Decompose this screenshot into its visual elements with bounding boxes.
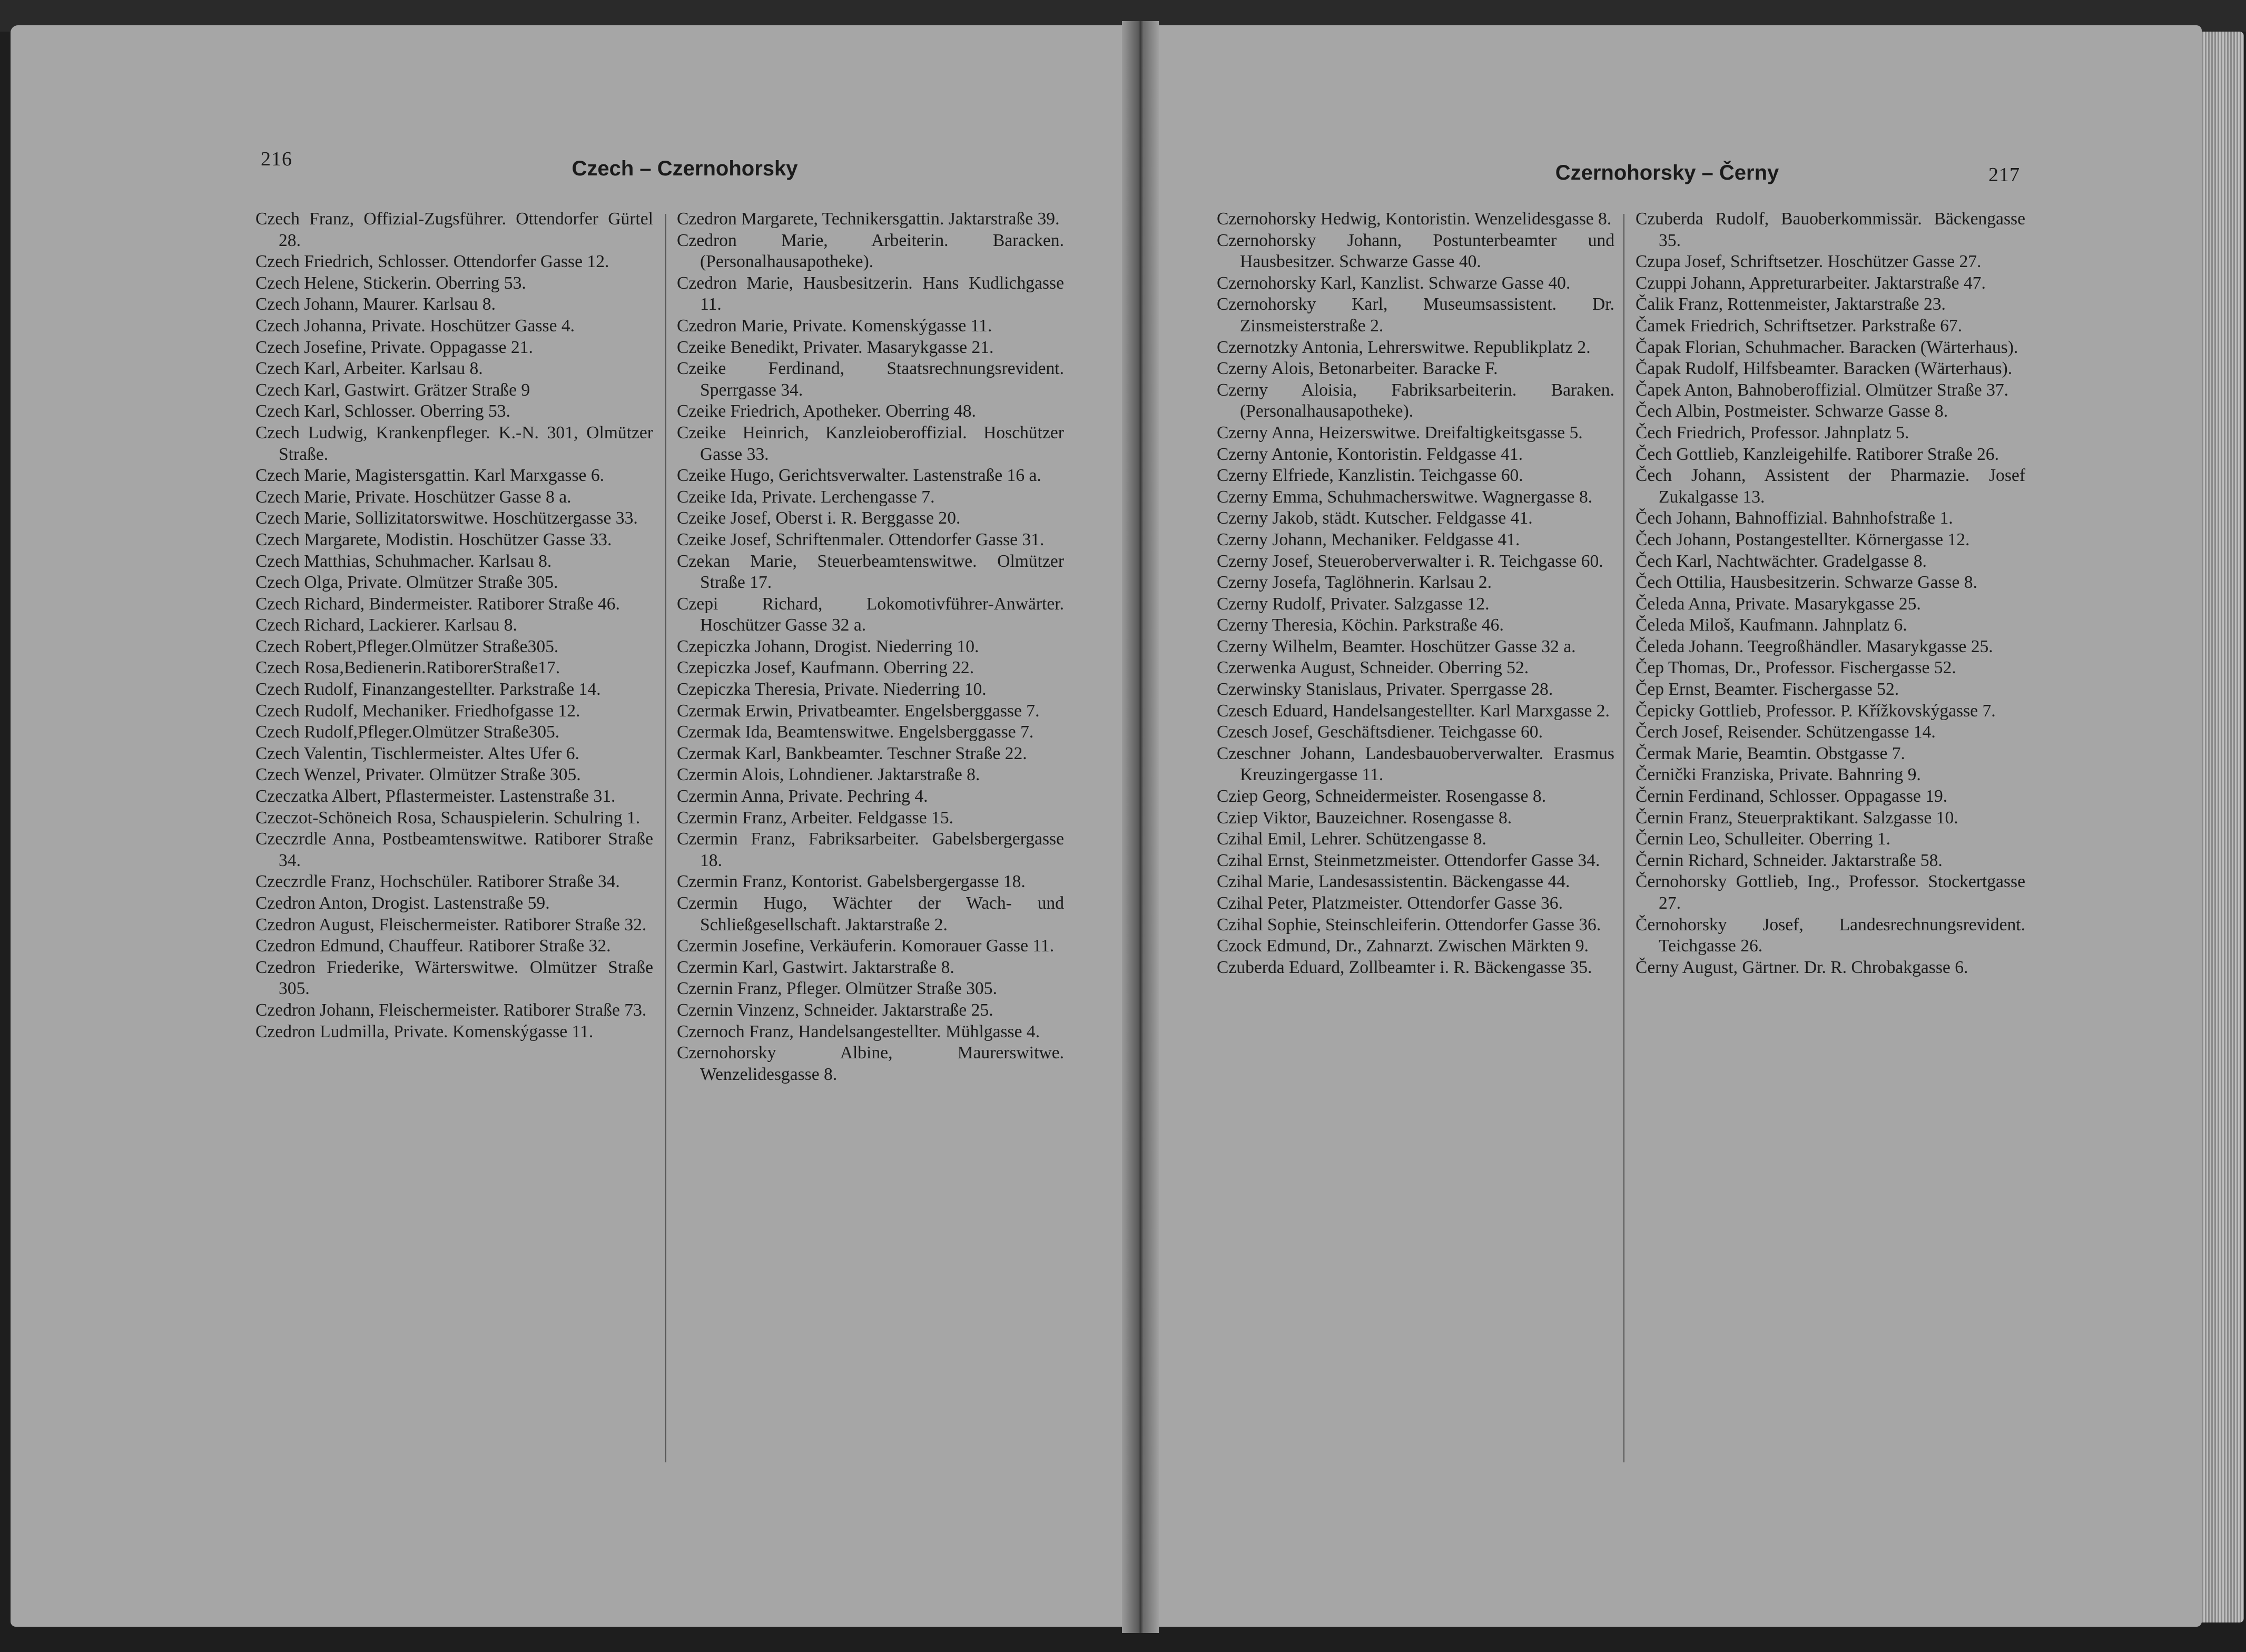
directory-entry: Czermin Franz, Kontorist. Gabelsbergergasse 18. [677, 872, 1026, 892]
directory-entry: Czech Karl, Arbeiter. Karlsau 8. [255, 359, 483, 379]
directory-entry: Czermin Josefine, Verkäuferin. Komorauer Gasse 11. [677, 936, 1055, 956]
directory-entry: Czeczatka Albert, Pflastermeister. Lastenstraße 31. [255, 786, 616, 807]
directory-entry: Czernoch Franz, Handelsangestellter. Mühlgasse 4. [677, 1021, 1040, 1041]
directory-entry: Čech Friedrich, Professor. Jahnplatz 5. [1636, 422, 1909, 442]
directory-entry: Czerny Elfriede, Kanzlistin. Teichgasse 60. [1217, 466, 1523, 486]
directory-entry: Czech Matthias, Schuhmacher. Karlsau 8. [255, 551, 552, 571]
directory-entry: Czech Helene, Stickerin. Oberring 53. [255, 273, 526, 293]
directory-entry: Čapak Florian, Schuhmacher. Baracken (Wärterhaus). [1636, 337, 2018, 357]
directory-entry: Czedron Marie, Hausbesitzerin. Hans Kudlichgasse 11. [677, 273, 1064, 314]
directory-entry: Čeleda Johann. Teegroßhändler. Masarykgasse 25. [1636, 636, 1993, 656]
directory-column-right-2 [1636, 209, 2025, 978]
directory-entry: Czihal Ernst, Steinmetzmeister. Ottendorfer Gasse 34. [1217, 850, 1600, 870]
directory-entry: Čech Karl, Nachtwächter. Gradelgasse 8. [1636, 551, 1927, 571]
directory-entry: Černohorsky Gottlieb, Ing., Professor. Stockertgasse 27. [1636, 872, 2025, 913]
directory-entry: Czeike Benedikt, Privater. Masarykgasse 21. [677, 337, 994, 357]
left-page [11, 25, 1143, 1627]
directory-entry: Čech Ottilia, Hausbesitzerin. Schwarze Gasse 8. [1636, 573, 1977, 593]
directory-column-left-2 [677, 209, 1064, 1085]
directory-entry: Czepiczka Johann, Drogist. Niederring 10. [677, 636, 979, 656]
directory-entry: Černin Richard, Schneider. Jaktarstraße 58. [1636, 850, 1943, 870]
running-head-right: Czernohorsky – Černy [1555, 161, 1779, 184]
directory-entry: Czesch Eduard, Handelsangestellter. Karl Marxgasse 2. [1217, 701, 1610, 721]
directory-entry: Czerny Anna, Heizerswitwe. Dreifaltigkeitsgasse 5. [1217, 422, 1583, 442]
directory-entry: Czech Johann, Maurer. Karlsau 8. [255, 294, 496, 314]
directory-entry: Czerny Wilhelm, Beamter. Hoschützer Gasse 32 a. [1217, 636, 1576, 656]
directory-entry: Čech Gottlieb, Kanzleigehilfe. Ratiborer Straße 26. [1636, 444, 1999, 464]
directory-entry: Czedron Margarete, Technikersgattin. Jaktarstraße 39. [677, 209, 1060, 229]
directory-entry: Czeike Josef, Schriftenmaler. Ottendorfer Gasse 31. [677, 529, 1045, 549]
directory-entry: Czeschner Johann, Landesbauoberverwalter. Erasmus Kreuzingergasse 11. [1217, 743, 1614, 785]
directory-entry: Čepicky Gottlieb, Professor. P. Křížkovskýgasse 7. [1636, 701, 1996, 721]
directory-entry: Czerny Antonie, Kontoristin. Feldgasse 41. [1217, 444, 1523, 464]
directory-entry: Czech Rudolf, Mechaniker. Friedhofgasse 12. [255, 701, 580, 721]
directory-entry: Czeczrdle Franz, Hochschüler. Ratiborer Straße 34. [255, 872, 620, 892]
directory-entry: Černički Franziska, Private. Bahnring 9. [1636, 765, 1921, 785]
directory-entry: Czernohorsky Karl, Museumsassistent. Dr. Zinsmeisterstraße 2. [1217, 294, 1614, 336]
directory-entry: Czeike Josef, Oberst i. R. Berggasse 20. [677, 508, 961, 528]
column-divider-right [1623, 214, 1624, 1462]
directory-entry: Czedron Anton, Drogist. Lastenstraße 59. [255, 893, 550, 913]
directory-entry: Cziep Viktor, Bauzeichner. Rosengasse 8. [1217, 808, 1512, 828]
page-number-right: 217 [1988, 164, 2020, 186]
directory-entry: Czernotzky Antonia, Lehrerswitwe. Republikplatz 2. [1217, 337, 1591, 357]
directory-entry: Czermin Franz, Arbeiter. Feldgasse 15. [677, 808, 954, 828]
directory-entry: Czock Edmund, Dr., Zahnarzt. Zwischen Märkten 9. [1217, 936, 1589, 956]
directory-entry: Czerny Emma, Schuhmacherswitwe. Wagnergasse 8. [1217, 487, 1593, 507]
directory-column-right-1 [1217, 209, 1614, 978]
directory-entry: Czech Ludwig, Krankenpfleger. K.-N. 301, Olmützer Straße. [255, 422, 653, 464]
directory-entry: Čech Johann, Postangestellter. Körnergasse 12. [1636, 529, 1970, 549]
directory-entry: Czermak Erwin, Privatbeamter. Engelsberggasse 7. [677, 701, 1040, 721]
directory-entry: Czeczot-Schöneich Rosa, Schauspielerin. Schulring 1. [255, 808, 641, 828]
column-divider-left [665, 214, 666, 1462]
directory-entry: Czeike Friedrich, Apotheker. Oberring 48. [677, 401, 976, 421]
directory-entry: Czesch Josef, Geschäftsdiener. Teichgasse 60. [1217, 722, 1543, 742]
directory-entry: Czihal Emil, Lehrer. Schützengasse 8. [1217, 829, 1486, 849]
directory-entry: Czupa Josef, Schriftsetzer. Hoschützer Gasse 27. [1636, 252, 1982, 272]
directory-entry: Czuberda Eduard, Zollbeamter i. R. Bäckengasse 35. [1217, 957, 1592, 977]
directory-entry: Čep Ernst, Beamter. Fischergasse 52. [1636, 680, 1899, 700]
directory-entry: Cziep Georg, Schneidermeister. Rosengasse 8. [1217, 786, 1546, 807]
directory-entry: Czepi Richard, Lokomotivführer-Anwärter. Hoschützer Gasse 32 a. [677, 594, 1064, 635]
directory-entry: Czech Friedrich, Schlosser. Ottendorfer Gasse 12. [255, 252, 609, 272]
book-gutter [1122, 21, 1159, 1633]
directory-entry: Czerny Josef, Steueroberverwalter i. R. Teichgasse 60. [1217, 551, 1603, 571]
directory-entry: Czuppi Johann, Appreturarbeiter. Jaktarstraße 47. [1636, 273, 1986, 293]
directory-entry: Čeleda Miloš, Kaufmann. Jahnplatz 6. [1636, 615, 1907, 635]
directory-entry: Czech Franz, Offizial-Zugsführer. Ottendorfer Gürtel 28. [255, 209, 653, 250]
directory-entry: Czeike Ferdinand, Staatsrechnungsrevident. Sperrgasse 34. [677, 359, 1064, 400]
directory-entry: Czihal Sophie, Steinschleiferin. Ottendorfer Gasse 36. [1217, 914, 1601, 935]
directory-entry: Čeleda Anna, Private. Masarykgasse 25. [1636, 594, 1921, 614]
directory-entry: Czermak Karl, Bankbeamter. Teschner Straße 22. [677, 743, 1027, 763]
directory-entry: Czech Richard, Lackierer. Karlsau 8. [255, 615, 517, 635]
running-head-left: Czech – Czernohorsky [572, 157, 798, 180]
directory-entry: Čapak Rudolf, Hilfsbeamter. Baracken (Wärterhaus). [1636, 359, 2013, 379]
directory-column-left-1 [255, 209, 653, 1043]
directory-entry: Czech Olga, Private. Olmützer Straße 305. [255, 573, 558, 593]
directory-entry: Černin Ferdinand, Schlosser. Oppagasse 19. [1636, 786, 1948, 807]
directory-entry: Černin Franz, Steuerpraktikant. Salzgasse 10. [1636, 808, 1958, 828]
directory-entry: Čech Albin, Postmeister. Schwarze Gasse 8. [1636, 401, 1948, 421]
directory-entry: Czernohorsky Karl, Kanzlist. Schwarze Gasse 40. [1217, 273, 1571, 293]
directory-entry: Czerny Jakob, städt. Kutscher. Feldgasse 41. [1217, 508, 1533, 528]
directory-entry: Czerwenka August, Schneider. Oberring 52. [1217, 658, 1529, 678]
directory-entry: Czech Marie, Magistersgattin. Karl Marxgasse 6. [255, 466, 605, 486]
directory-entry: Czermin Anna, Private. Pechring 4. [677, 786, 928, 807]
directory-entry: Čalik Franz, Rottenmeister, Jaktarstraße 23. [1636, 294, 1946, 314]
directory-entry: Czeike Heinrich, Kanzleioberoffizial. Hoschützer Gasse 33. [677, 422, 1064, 464]
directory-entry: Czuberda Rudolf, Bauoberkommissär. Bäckengasse 35. [1636, 209, 2025, 250]
directory-entry: Czerny Aloisia, Fabriksarbeiterin. Baraken. (Personalhausapotheke). [1217, 380, 1614, 421]
directory-entry: Czernohorsky Albine, Maurerswitwe. Wenzelidesgasse 8. [677, 1043, 1064, 1084]
directory-entry: Čapek Anton, Bahnoberoffizial. Olmützer Straße 37. [1636, 380, 2009, 400]
directory-entry: Černin Leo, Schulleiter. Oberring 1. [1636, 829, 1890, 849]
directory-entry: Czihal Peter, Platzmeister. Ottendorfer Gasse 36. [1217, 893, 1563, 913]
directory-entry: Czeczrdle Anna, Postbeamtenswitwe. Ratiborer Straße 34. [255, 829, 653, 870]
directory-entry: Czech Richard, Bindermeister. Ratiborer Straße 46. [255, 594, 620, 614]
directory-entry: Czermin Karl, Gastwirt. Jaktarstraße 8. [677, 957, 954, 977]
directory-entry: Czedron Friederike, Wärterswitwe. Olmützer Straße 305. [255, 957, 653, 999]
directory-entry: Čech Johann, Assistent der Pharmazie. Josef Zukalgasse 13. [1636, 466, 2025, 507]
directory-entry: Czech Wenzel, Privater. Olmützer Straße 305. [255, 765, 581, 785]
directory-entry: Czech Johanna, Private. Hoschützer Gasse 4. [255, 316, 575, 336]
directory-entry: Czihal Marie, Landesassistentin. Bäckengasse 44. [1217, 872, 1570, 892]
directory-entry: Czerny Josefa, Taglöhnerin. Karlsau 2. [1217, 573, 1492, 593]
directory-entry: Czerny Johann, Mechaniker. Feldgasse 41. [1217, 529, 1520, 549]
directory-entry: Čerch Josef, Reisender. Schützengasse 14. [1636, 722, 1936, 742]
directory-entry: Czerny Alois, Betonarbeiter. Baracke F. [1217, 359, 1498, 379]
directory-entry: Czernin Vinzenz, Schneider. Jaktarstraße 25. [677, 1000, 993, 1020]
directory-entry: Czedron Edmund, Chauffeur. Ratiborer Straße 32. [255, 936, 611, 956]
directory-entry: Czermin Franz, Fabriksarbeiter. Gabelsbergergasse 18. [677, 829, 1064, 870]
directory-entry: Czerny Rudolf, Privater. Salzgasse 12. [1217, 594, 1490, 614]
directory-entry: Czedron August, Fleischermeister. Ratiborer Straße 32. [255, 914, 647, 935]
directory-entry: Czerny Theresia, Köchin. Parkstraße 46. [1217, 615, 1504, 635]
directory-entry: Čep Thomas, Dr., Professor. Fischergasse 52. [1636, 658, 1956, 678]
directory-entry: Czermin Alois, Lohndiener. Jaktarstraße 8. [677, 765, 980, 785]
directory-entry: Czech Robert,Pfleger.Olmützer Straße305. [255, 636, 559, 656]
directory-entry: Czernohorsky Johann, Postunterbeamter und Hausbesitzer. Schwarze Gasse 40. [1217, 230, 1614, 272]
directory-entry: Czech Josefine, Private. Oppagasse 21. [255, 337, 533, 357]
directory-entry: Czedron Johann, Fleischermeister. Ratiborer Straße 73. [255, 1000, 647, 1020]
directory-entry: Czernohorsky Hedwig, Kontoristin. Wenzelidesgasse 8. [1217, 209, 1612, 229]
directory-entry: Czerwinsky Stanislaus, Privater. Sperrgasse 28. [1217, 680, 1553, 700]
directory-entry: Černohorsky Josef, Landesrechnungsrevident. Teichgasse 26. [1636, 914, 2025, 956]
directory-entry: Czedron Ludmilla, Private. Komenskýgasse 11. [255, 1021, 594, 1041]
directory-entry: Čech Johann, Bahnoffizial. Bahnhofstraße 1. [1636, 508, 1953, 528]
directory-entry: Čamek Friedrich, Schriftsetzer. Parkstraße 67. [1636, 316, 1963, 336]
directory-entry: Czech Marie, Private. Hoschützer Gasse 8 a. [255, 487, 572, 507]
directory-entry: Czermak Ida, Beamtenswitwe. Engelsberggasse 7. [677, 722, 1034, 742]
directory-entry: Czech Valentin, Tischlermeister. Altes Ufer 6. [255, 743, 579, 763]
directory-entry: Czermin Hugo, Wächter der Wach- und Schließgesellschaft. Jaktarstraße 2. [677, 893, 1064, 935]
directory-entry: Czekan Marie, Steuerbeamtenswitwe. Olmützer Straße 17. [677, 551, 1064, 593]
directory-entry: Czech Karl, Gastwirt. Grätzer Straße 9 [255, 380, 530, 400]
directory-entry: Czech Margarete, Modistin. Hoschützer Gasse 33. [255, 529, 612, 549]
directory-entry: Czepiczka Theresia, Private. Niederring 10. [677, 680, 987, 700]
directory-entry: Czech Karl, Schlosser. Oberring 53. [255, 401, 510, 421]
directory-entry: Czernin Franz, Pfleger. Olmützer Straße 305. [677, 979, 997, 999]
directory-entry: Čermak Marie, Beamtin. Obstgasse 7. [1636, 743, 1905, 763]
right-page [1138, 25, 2202, 1627]
directory-entry: Czedron Marie, Arbeiterin. Baracken. (Personalhausapotheke). [677, 230, 1064, 272]
directory-entry: Czech Rudolf, Finanzangestellter. Parkstraße 14. [255, 680, 601, 700]
directory-entry: Černy August, Gärtner. Dr. R. Chrobakgasse 6. [1636, 957, 1968, 977]
directory-entry: Czeike Hugo, Gerichtsverwalter. Lastenstraße 16 a. [677, 466, 1041, 486]
directory-entry: Czedron Marie, Private. Komenskýgasse 11. [677, 316, 992, 336]
directory-entry: Czech Marie, Sollizitatorswitwe. Hoschützergasse 33. [255, 508, 638, 528]
page-number-left: 216 [261, 148, 292, 170]
directory-entry: Czeike Ida, Private. Lerchengasse 7. [677, 487, 935, 507]
directory-entry: Czech Rosa,Bedienerin.RatiborerStraße17. [255, 658, 560, 678]
directory-entry: Czech Rudolf,Pfleger.Olmützer Straße305. [255, 722, 560, 742]
directory-entry: Czepiczka Josef, Kaufmann. Oberring 22. [677, 658, 974, 678]
